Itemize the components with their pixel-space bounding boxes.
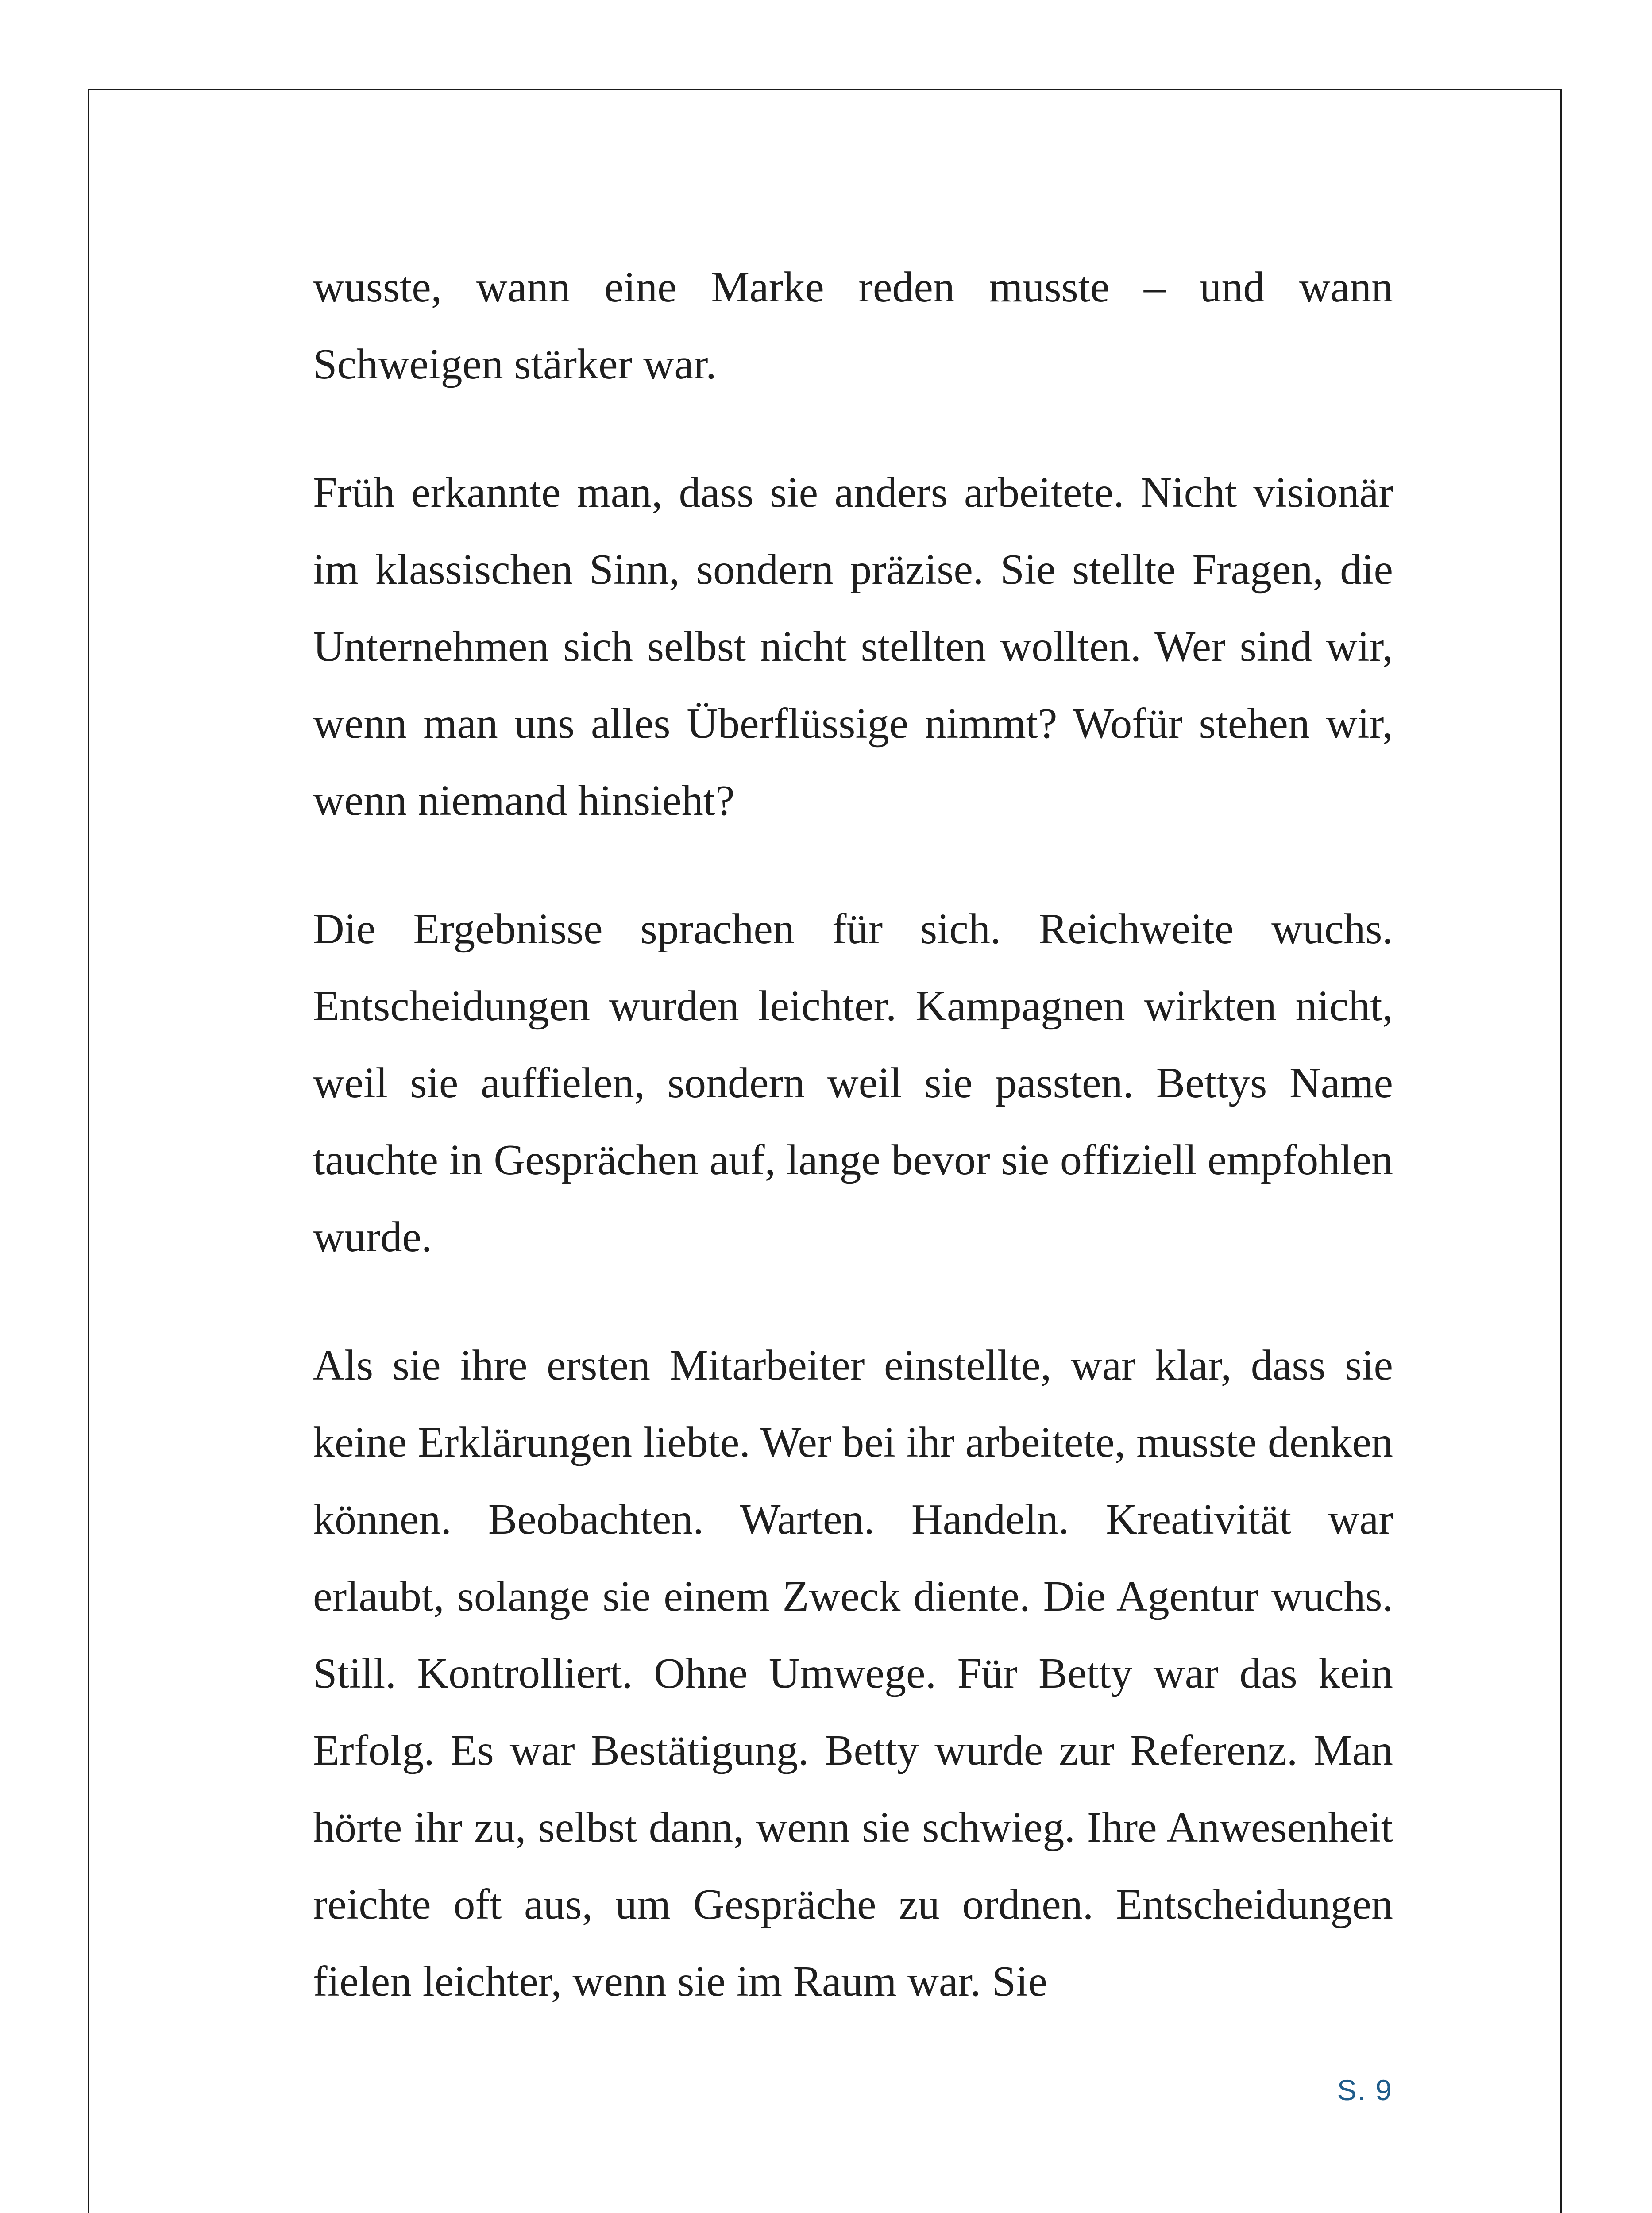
paragraph-4: Als sie ihre ersten Mitarbeiter einstellte, war klar, dass sie keine Erklärungen liebte. Wer bei ihr arbeitete, musste denken können. Beobachten. Warten. Handeln. Kreativität war erlaubt, solange sie einem Zweck diente. Die Agentur wuchs. Still. Kontrolliert. Ohne Umwege. Für Betty war das kein Erfolg. Es war Bestätigung. Betty wurde zur Referenz. Man hörte ihr zu, selbst dann, wenn sie schwieg. Ihre Anwesenheit reichte oft aus, um Gespräche zu ordnen. Entscheidungen fielen leichter, wenn sie im Raum war. Sie (313, 1342, 1393, 2005)
body-text (313, 249, 1393, 2020)
page-number: S. 9 (1337, 2074, 1393, 2106)
paragraph-1: wusste, wann eine Marke reden musste – und wann Schweigen stärker war. (313, 263, 1393, 388)
paragraph-3: Die Ergebnisse sprachen für sich. Reichweite wuchs. Entscheidungen wurden leichter. Kampagnen wirkten nicht, weil sie auffielen, sondern weil sie passten. Bettys Name tauchte in Gesprächen auf, lange bevor sie offiziell empfohlen wurde. (313, 905, 1393, 1261)
paragraph-2: Früh erkannte man, dass sie anders arbeitete. Nicht visionär im klassischen Sinn, sondern präzise. Sie stellte Fragen, die Unternehmen sich selbst nicht stellten wollten. Wer sind wir, wenn man uns alles Überflüssige nimmt? Wofür stehen wir, wenn niemand hinsieht? (313, 469, 1393, 825)
